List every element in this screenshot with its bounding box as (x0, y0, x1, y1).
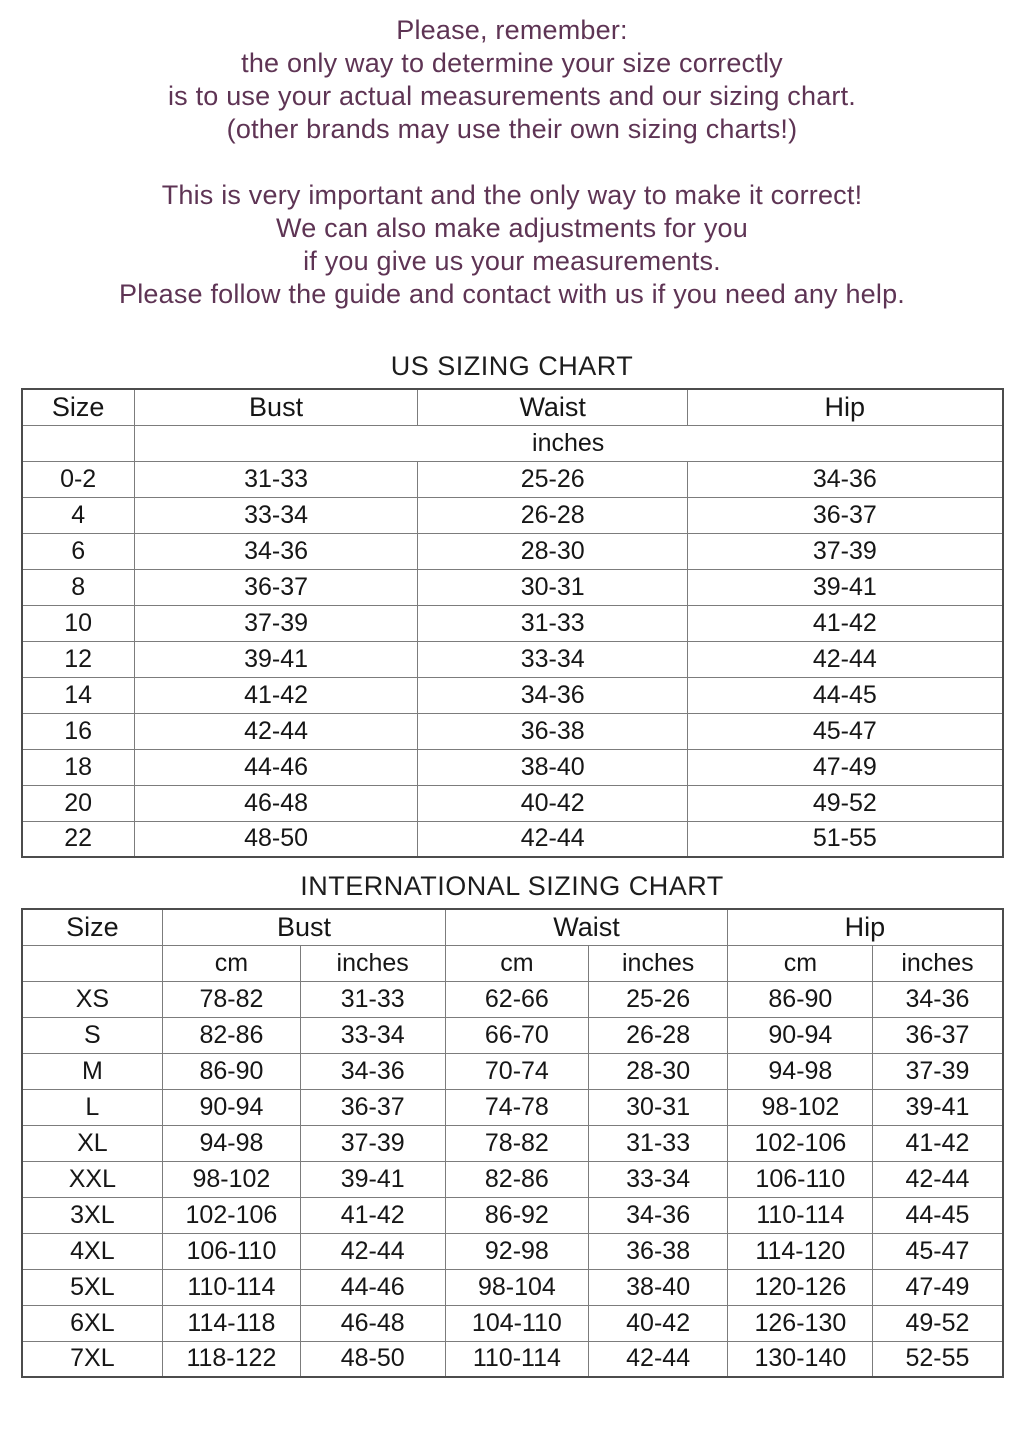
waist-inches-cell: 25-26 (588, 981, 727, 1017)
bust-cm-cell: 78-82 (163, 981, 300, 1017)
hip-cell: 36-37 (688, 497, 1003, 533)
hip-cell: 37-39 (688, 533, 1003, 569)
size-cell: 6 (22, 533, 135, 569)
hip-cm-cell: 110-114 (728, 1197, 873, 1233)
hip-column-header: Hip (688, 389, 1003, 425)
bust-inches-cell: 37-39 (300, 1125, 445, 1161)
bust-cell: 41-42 (134, 677, 418, 713)
hip-cell: 34-36 (688, 461, 1003, 497)
waist-cm-cell: 70-74 (445, 1053, 588, 1089)
bust-cm-cell: 86-90 (163, 1053, 300, 1089)
hip-cm-cell: 114-120 (728, 1233, 873, 1269)
bust-cm-cell: 98-102 (163, 1161, 300, 1197)
intro-line: This is very important and the only way to make it correct! (161, 180, 863, 210)
waist-cm-cell: 74-78 (445, 1089, 588, 1125)
waist-inches-cell: 40-42 (588, 1305, 727, 1341)
waist-cell: 34-36 (418, 677, 688, 713)
size-column-header: Size (22, 909, 163, 945)
bust-cm-cell: 114-118 (163, 1305, 300, 1341)
table-row (22, 981, 1003, 1017)
size-cell: 14 (22, 677, 135, 713)
bust-cell: 31-33 (134, 461, 418, 497)
hip-inches-cell: 37-39 (873, 1053, 1003, 1089)
intro-line: Please, remember: (396, 15, 628, 45)
waist-inches-cell: 31-33 (588, 1125, 727, 1161)
hip-inches-cell: 36-37 (873, 1017, 1003, 1053)
bust-cell: 39-41 (134, 641, 418, 677)
intro-text (0, 14, 1024, 311)
intro-line: the only way to determine your size correctly (241, 48, 783, 78)
bust-cell: 33-34 (134, 497, 418, 533)
hip-cm-cell: 130-140 (728, 1341, 873, 1377)
hip-cm-cell: 106-110 (728, 1161, 873, 1197)
waist-inches-cell: 38-40 (588, 1269, 727, 1305)
unit-cell: inches (134, 425, 1002, 461)
hip-inches-cell: 52-55 (873, 1341, 1003, 1377)
waist-inches-cell: 42-44 (588, 1341, 727, 1377)
size-cell: 5XL (22, 1269, 163, 1305)
hip-cell: 49-52 (688, 785, 1003, 821)
intro-line: We can also make adjustments for you (276, 213, 748, 243)
size-cell: 0-2 (22, 461, 135, 497)
intl-chart-title: INTERNATIONAL SIZING CHART (300, 871, 724, 901)
bust-inches-cell: 34-36 (300, 1053, 445, 1089)
waist-inches-cell: 30-31 (588, 1089, 727, 1125)
table-row (22, 1341, 1003, 1377)
bust-cell: 48-50 (134, 821, 418, 857)
table-row (22, 605, 1003, 641)
inches-unit-cell: inches (588, 945, 727, 981)
bust-cell: 46-48 (134, 785, 418, 821)
us-header-row (22, 389, 1003, 425)
size-cell: 10 (22, 605, 135, 641)
waist-cell: 31-33 (418, 605, 688, 641)
hip-inches-cell: 41-42 (873, 1125, 1003, 1161)
table-row (22, 569, 1003, 605)
hip-inches-cell: 44-45 (873, 1197, 1003, 1233)
cm-unit-cell: cm (728, 945, 873, 981)
intl-sizing-table (21, 908, 1004, 1378)
inches-unit-cell: inches (300, 945, 445, 981)
table-row (22, 1089, 1003, 1125)
hip-inches-cell: 45-47 (873, 1233, 1003, 1269)
hip-cell: 51-55 (688, 821, 1003, 857)
hip-cell: 47-49 (688, 749, 1003, 785)
hip-cm-cell: 98-102 (728, 1089, 873, 1125)
bust-inches-cell: 33-34 (300, 1017, 445, 1053)
intro-line: Please follow the guide and contact with us if you need any help. (118, 279, 905, 309)
us-unit-row (22, 425, 1003, 461)
waist-cell: 33-34 (418, 641, 688, 677)
hip-inches-cell: 49-52 (873, 1305, 1003, 1341)
intro-line: (other brands may use their own sizing charts!) (226, 114, 798, 144)
table-row (22, 749, 1003, 785)
waist-cm-cell: 82-86 (445, 1161, 588, 1197)
bust-column-header: Bust (134, 389, 418, 425)
hip-cell: 42-44 (688, 641, 1003, 677)
table-row (22, 1017, 1003, 1053)
table-row (22, 497, 1003, 533)
us-chart-title: US SIZING CHART (390, 351, 634, 381)
hip-cm-cell: 126-130 (728, 1305, 873, 1341)
hip-inches-cell: 47-49 (873, 1269, 1003, 1305)
hip-column-header: Hip (728, 909, 1003, 945)
table-row (22, 533, 1003, 569)
size-cell: 12 (22, 641, 135, 677)
table-row (22, 1125, 1003, 1161)
bust-cm-cell: 106-110 (163, 1233, 300, 1269)
size-cell: 4 (22, 497, 135, 533)
size-cell: 8 (22, 569, 135, 605)
empty-cell (22, 945, 163, 981)
hip-cm-cell: 90-94 (728, 1017, 873, 1053)
table-row (22, 1197, 1003, 1233)
waist-cm-cell: 66-70 (445, 1017, 588, 1053)
waist-column-header: Waist (418, 389, 688, 425)
waist-cell: 36-38 (418, 713, 688, 749)
size-cell: 16 (22, 713, 135, 749)
waist-inches-cell: 33-34 (588, 1161, 727, 1197)
us-sizing-table (21, 388, 1004, 858)
bust-cell: 37-39 (134, 605, 418, 641)
size-cell: M (22, 1053, 163, 1089)
waist-cell: 42-44 (418, 821, 688, 857)
table-row (22, 641, 1003, 677)
bust-cell: 42-44 (134, 713, 418, 749)
size-cell: 18 (22, 749, 135, 785)
waist-inches-cell: 26-28 (588, 1017, 727, 1053)
waist-column-header: Waist (445, 909, 728, 945)
size-cell: XXL (22, 1161, 163, 1197)
waist-cell: 40-42 (418, 785, 688, 821)
bust-cell: 44-46 (134, 749, 418, 785)
waist-cm-cell: 110-114 (445, 1341, 588, 1377)
intro-line: if you give us your measurements. (303, 246, 721, 276)
table-row (22, 461, 1003, 497)
table-row (22, 1269, 1003, 1305)
hip-cell: 44-45 (688, 677, 1003, 713)
waist-cell: 25-26 (418, 461, 688, 497)
hip-cell: 41-42 (688, 605, 1003, 641)
hip-inches-cell: 39-41 (873, 1089, 1003, 1125)
hip-cm-cell: 120-126 (728, 1269, 873, 1305)
size-cell: XL (22, 1125, 163, 1161)
size-cell: 4XL (22, 1233, 163, 1269)
empty-cell (22, 425, 135, 461)
bust-inches-cell: 39-41 (300, 1161, 445, 1197)
size-cell: 22 (22, 821, 135, 857)
size-cell: 20 (22, 785, 135, 821)
intl-unit-row (22, 945, 1003, 981)
waist-cm-cell: 92-98 (445, 1233, 588, 1269)
bust-cm-cell: 110-114 (163, 1269, 300, 1305)
bust-cm-cell: 90-94 (163, 1089, 300, 1125)
table-row (22, 1053, 1003, 1089)
hip-cm-cell: 86-90 (728, 981, 873, 1017)
size-cell: 6XL (22, 1305, 163, 1341)
intl-header-row (22, 909, 1003, 945)
waist-cm-cell: 104-110 (445, 1305, 588, 1341)
waist-inches-cell: 28-30 (588, 1053, 727, 1089)
table-row (22, 1233, 1003, 1269)
bust-cm-cell: 102-106 (163, 1197, 300, 1233)
waist-cell: 26-28 (418, 497, 688, 533)
cm-unit-cell: cm (445, 945, 588, 981)
bust-cm-cell: 82-86 (163, 1017, 300, 1053)
waist-inches-cell: 36-38 (588, 1233, 727, 1269)
waist-inches-cell: 34-36 (588, 1197, 727, 1233)
inches-unit-cell: inches (873, 945, 1003, 981)
waist-cm-cell: 98-104 (445, 1269, 588, 1305)
waist-cell: 30-31 (418, 569, 688, 605)
bust-inches-cell: 46-48 (300, 1305, 445, 1341)
size-column-header: Size (22, 389, 135, 425)
bust-column-header: Bust (163, 909, 446, 945)
bust-inches-cell: 44-46 (300, 1269, 445, 1305)
hip-cm-cell: 94-98 (728, 1053, 873, 1089)
bust-cell: 36-37 (134, 569, 418, 605)
table-row (22, 785, 1003, 821)
bust-inches-cell: 31-33 (300, 981, 445, 1017)
bust-inches-cell: 36-37 (300, 1089, 445, 1125)
table-row (22, 1161, 1003, 1197)
table-row (22, 821, 1003, 857)
intro-block-gap (0, 146, 1024, 179)
bust-inches-cell: 42-44 (300, 1233, 445, 1269)
hip-inches-cell: 34-36 (873, 981, 1003, 1017)
table-row (22, 713, 1003, 749)
waist-cell: 38-40 (418, 749, 688, 785)
size-cell: 3XL (22, 1197, 163, 1233)
cm-unit-cell: cm (163, 945, 300, 981)
size-cell: S (22, 1017, 163, 1053)
hip-cell: 39-41 (688, 569, 1003, 605)
size-cell: L (22, 1089, 163, 1125)
size-cell: 7XL (22, 1341, 163, 1377)
size-cell: XS (22, 981, 163, 1017)
table-row (22, 1305, 1003, 1341)
table-row (22, 677, 1003, 713)
intro-line: is to use your actual measurements and our sizing chart. (167, 81, 857, 111)
hip-cm-cell: 102-106 (728, 1125, 873, 1161)
bust-inches-cell: 41-42 (300, 1197, 445, 1233)
waist-cm-cell: 78-82 (445, 1125, 588, 1161)
hip-inches-cell: 42-44 (873, 1161, 1003, 1197)
bust-cm-cell: 94-98 (163, 1125, 300, 1161)
waist-cm-cell: 62-66 (445, 981, 588, 1017)
bust-cell: 34-36 (134, 533, 418, 569)
bust-cm-cell: 118-122 (163, 1341, 300, 1377)
waist-cell: 28-30 (418, 533, 688, 569)
waist-cm-cell: 86-92 (445, 1197, 588, 1233)
hip-cell: 45-47 (688, 713, 1003, 749)
bust-inches-cell: 48-50 (300, 1341, 445, 1377)
